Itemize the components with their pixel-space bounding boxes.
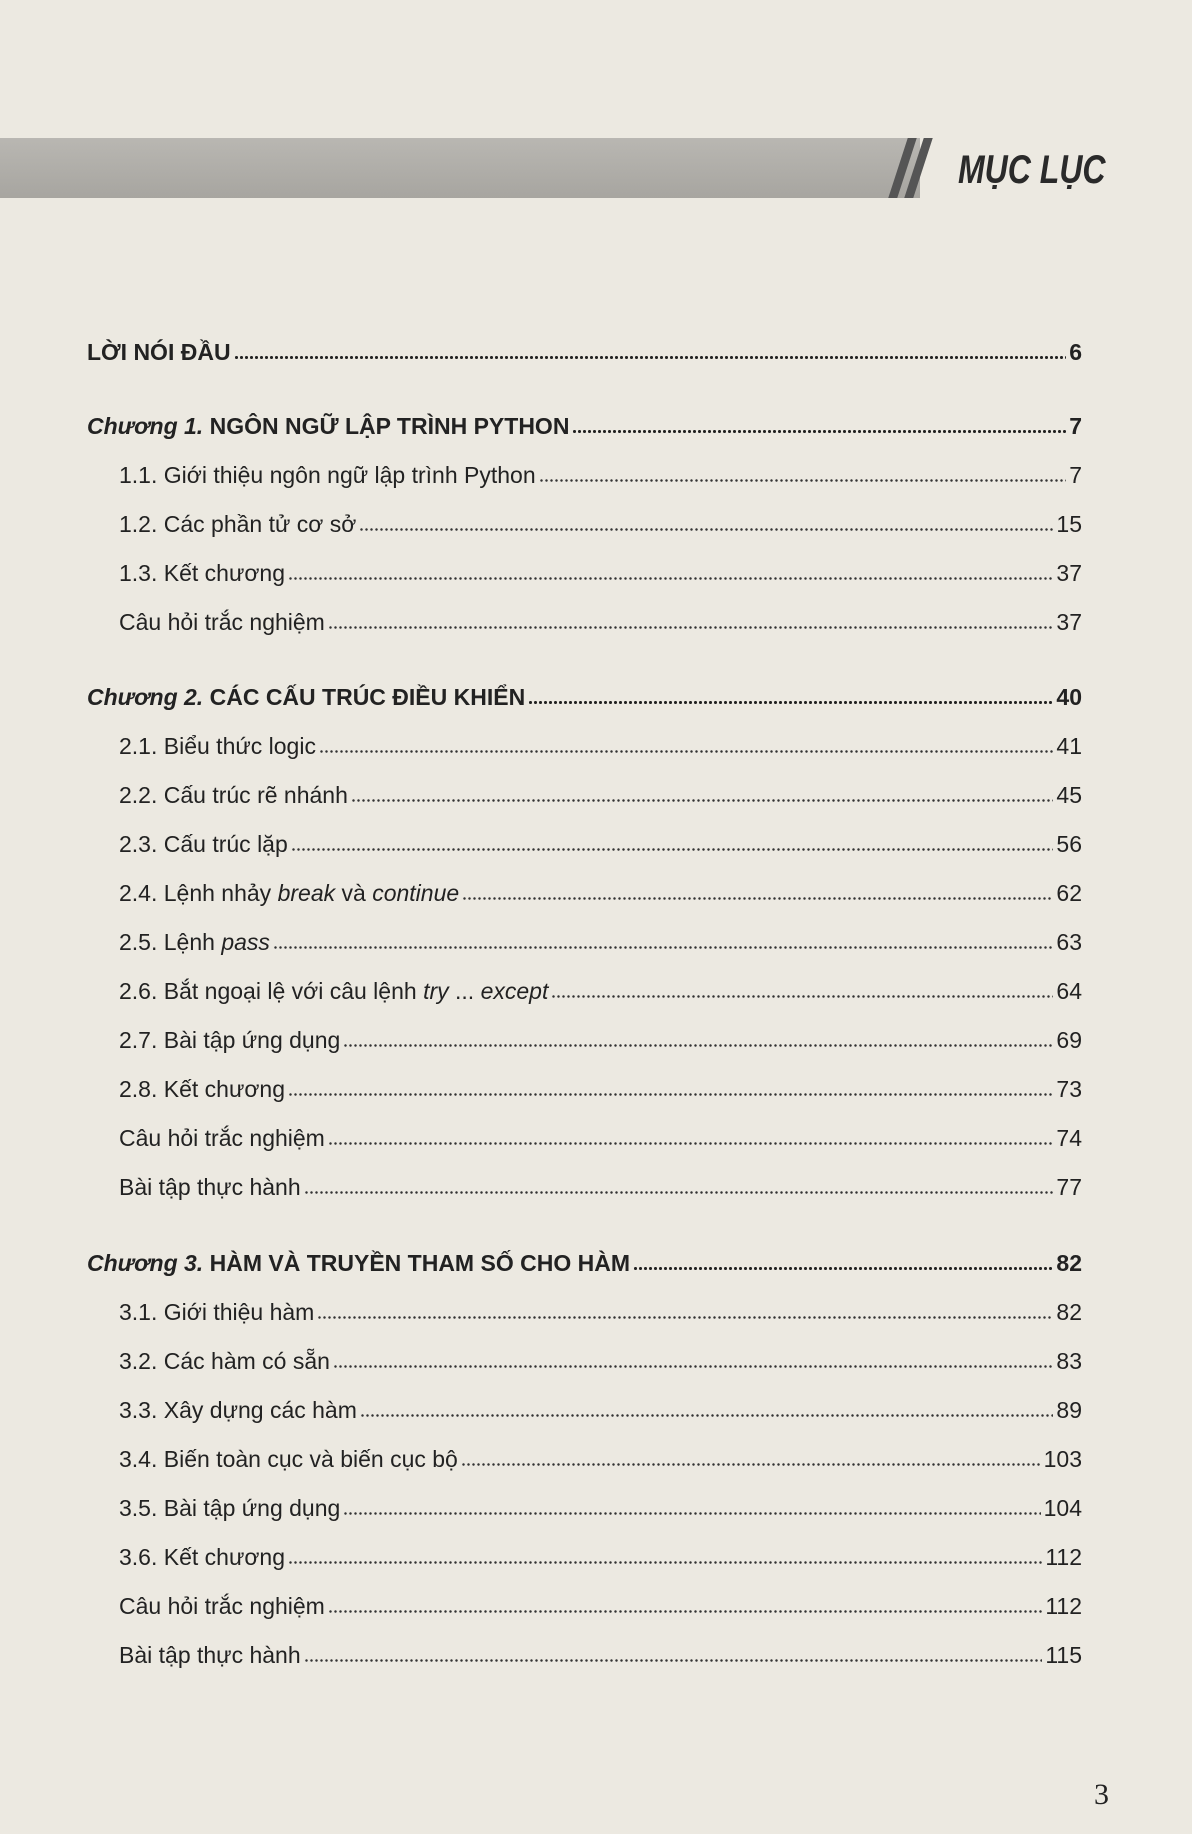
dot-leader [273,944,1054,950]
toc-section[interactable] [0,553,1192,587]
dot-leader [288,1559,1042,1565]
label-text: 2.4. Lệnh nhảy [119,880,278,906]
toc-section[interactable] [0,1118,1192,1152]
toc-entry-title: 1.3. Kết chương [119,560,286,586]
toc-section[interactable] [0,1439,1192,1473]
toc-entry-title: Câu hỏi trắc nghiệm [119,1125,325,1151]
dot-leader [351,797,1054,803]
toc-entry-page: 115 [1045,1642,1082,1668]
toc-entry-page: 82 [1056,1250,1082,1276]
chapter-prefix: Chương 2. [87,684,204,710]
toc-entry-page: 73 [1056,1076,1082,1102]
label-keyword: except [480,978,549,1004]
toc-entry-page: 112 [1045,1544,1082,1570]
dot-leader [328,1608,1042,1614]
dot-leader [359,526,1053,532]
toc-section[interactable] [0,971,1192,1005]
chapter-prefix: Chương 3. [87,1250,204,1276]
toc-section[interactable] [0,1341,1192,1375]
dot-leader [360,1412,1054,1418]
toc-chapter-2[interactable] [0,677,1192,711]
toc-entry-page: 64 [1056,978,1082,1004]
toc-entry-title: 2.7. Bài tập ứng dụng [119,1027,341,1053]
dot-leader [461,1461,1041,1467]
label-text: 2.5. Lệnh [119,929,222,955]
toc-entry-page: 63 [1056,929,1082,955]
toc-entry-title: Bài tập thực hành [119,1174,301,1200]
label-text: ... [448,978,481,1004]
toc-entry-title [119,928,270,956]
toc-entry-page: 40 [1056,684,1082,710]
dot-leader [343,1510,1040,1516]
label-text: 2.6. Bắt ngoại lệ với câu lệnh [119,978,424,1004]
toc-entry-title: 2.8. Kết chương [119,1076,286,1102]
dot-leader [317,1314,1053,1320]
toc-entry-title: Bài tập thực hành [119,1642,301,1668]
toc-entry-title: 3.5. Bài tập ứng dụng [119,1495,341,1521]
dot-leader [633,1265,1053,1271]
toc-entry-page: 83 [1056,1348,1082,1374]
label-keyword: continue [372,880,460,906]
toc-entry-page: 89 [1056,1397,1082,1423]
toc-section[interactable] [0,455,1192,489]
toc-entry-title: Câu hỏi trắc nghiệm [119,1593,325,1619]
toc-entry-page: 6 [1069,339,1082,365]
toc-entry-page: 74 [1056,1125,1082,1151]
label-keyword: try [423,978,449,1004]
chapter-prefix: Chương 1. [87,413,204,439]
dot-leader [304,1189,1054,1195]
toc-section[interactable] [0,602,1192,636]
toc-entry-title: 2.1. Biểu thức logic [119,733,316,759]
toc-entry-page: 37 [1056,560,1082,586]
toc-entry-title: 3.6. Kết chương [119,1544,286,1570]
toc-section[interactable] [0,922,1192,956]
toc-entry-page: 56 [1056,831,1082,857]
dot-leader [288,1091,1053,1097]
toc-section[interactable] [0,1635,1192,1669]
toc-entry-title: 1.2. Các phần tử cơ sở [119,511,357,537]
page-number: 3 [1094,1778,1109,1811]
toc-entry-title: 2.2. Cấu trúc rẽ nhánh [119,782,348,808]
toc-chapter-3[interactable] [0,1243,1192,1277]
toc-entry-title: 1.1. Giới thiệu ngôn ngữ lập trình Python [119,462,536,488]
dot-leader [319,748,1053,754]
toc-section[interactable] [0,1020,1192,1054]
dot-leader [462,895,1053,901]
dot-leader [551,993,1053,999]
dot-leader [291,846,1054,852]
toc-entry-title: 3.4. Biến toàn cục và biến cục bộ [119,1446,458,1472]
dot-leader [333,1363,1053,1369]
toc-entry-page: 15 [1056,511,1082,537]
toc-entry-page: 103 [1043,1446,1082,1472]
toc-entry-page: 82 [1056,1299,1082,1325]
toc-section[interactable] [0,1586,1192,1620]
dot-leader [328,1140,1054,1146]
toc-chapter-1[interactable] [0,406,1192,440]
toc-section[interactable] [0,1167,1192,1201]
label-text: và [335,880,373,906]
toc-section[interactable] [0,1488,1192,1522]
dot-leader [288,575,1053,581]
toc-section[interactable] [0,1292,1192,1326]
dot-leader [572,428,1066,434]
toc-entry-page: 41 [1056,733,1082,759]
dot-leader [343,1042,1053,1048]
dot-leader [304,1657,1043,1663]
toc-entry-title [119,977,548,1005]
page-title: MỤC LỤC [958,148,1106,192]
toc-entry-page: 69 [1056,1027,1082,1053]
toc-section[interactable] [0,1069,1192,1103]
toc-section[interactable] [0,824,1192,858]
chapter-title: CÁC CẤU TRÚC ĐIỀU KHIỂN [209,684,526,710]
label-keyword: break [277,880,336,906]
toc-entry-page: 112 [1045,1593,1082,1619]
toc-section[interactable] [0,775,1192,809]
toc-entry-page: 7 [1069,413,1082,439]
toc-entry-title: 3.2. Các hàm có sẵn [119,1348,330,1374]
dot-leader [234,354,1067,360]
toc-section[interactable] [0,1537,1192,1571]
toc-entry-title: 3.3. Xây dựng các hàm [119,1397,357,1423]
toc-section[interactable] [0,726,1192,760]
toc-entry-title: 3.1. Giới thiệu hàm [119,1299,315,1325]
dot-leader [539,477,1067,483]
toc-entry-page: 77 [1056,1174,1082,1200]
toc-entry-page: 7 [1069,462,1082,488]
chapter-title: NGÔN NGỮ LẬP TRÌNH PYTHON [209,413,570,439]
toc-entry-page: 62 [1056,880,1082,906]
toc-preface[interactable] [0,332,1192,366]
toc-entry-page: 45 [1056,782,1082,808]
toc-entry-page: 104 [1043,1495,1082,1521]
chapter-title: HÀM VÀ TRUYỀN THAM SỐ CHO HÀM [209,1250,630,1276]
toc-section[interactable] [0,504,1192,538]
toc-entry-page: 37 [1056,609,1082,635]
toc-entry-title: 2.3. Cấu trúc lặp [119,831,288,857]
label-keyword: pass [221,929,270,955]
toc-entry-title: LỜI NÓI ĐẦU [87,339,231,365]
toc-entry-title [119,879,459,907]
toc-section[interactable] [0,1390,1192,1424]
toc-entry-title: Câu hỏi trắc nghiệm [119,609,325,635]
dot-leader [528,699,1053,705]
header-band [0,138,920,198]
dot-leader [328,624,1054,630]
toc-section[interactable] [0,873,1192,907]
